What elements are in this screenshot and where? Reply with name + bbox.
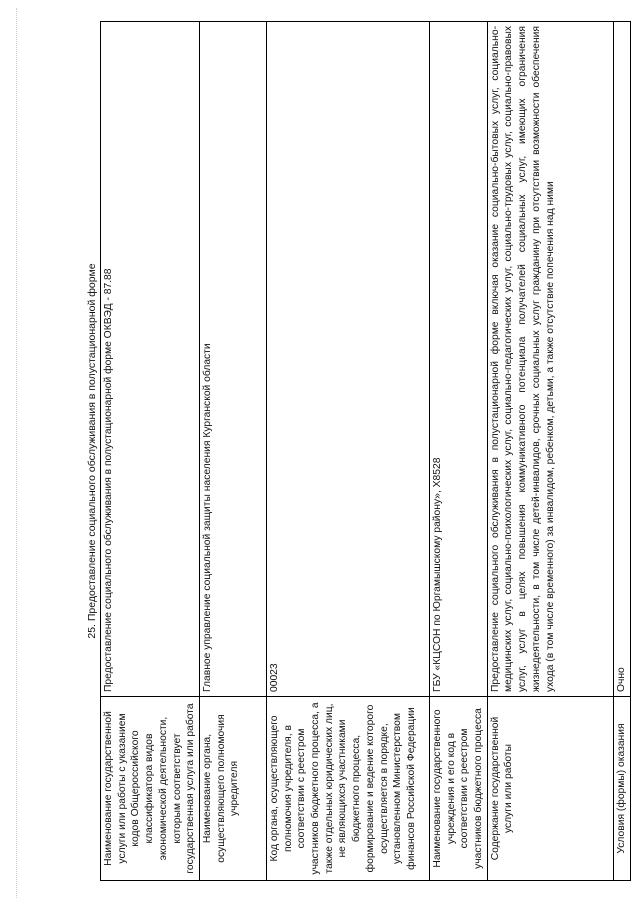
table-row-service-name	[101, 22, 200, 881]
founder-code-value: 00023	[266, 22, 429, 697]
table-row-conditions	[613, 22, 630, 881]
table-row-institution	[429, 22, 487, 881]
table-row-founder-authority	[199, 22, 266, 881]
section-title: 25. Предоставление социального обслуживания в полустационарной форме	[86, 263, 98, 639]
table-row-service-content	[487, 22, 613, 881]
founder-authority-label: Наименование органа, осуществляющего полномочия учредителя	[199, 697, 266, 881]
conditions-value: Очно	[613, 22, 630, 697]
institution-value: ГБУ «КЦСОН по Юргамышскому району», Х8528	[429, 22, 487, 697]
service-name-value: Предоставление социального обслуживания в полустационарной форме ОКВЭД - 87.88	[101, 22, 200, 697]
founder-code-label: Код органа, осуществляющего полномочия учредителя, в соответствии с реестром участников бюджетного процесса, а также отдельных юридических лиц, не являющихся участниками бюджетного процесса, формирование и ведение которого осуществляется в порядке, установленном Министерством финансов Российской Федерации	[266, 697, 429, 881]
service-table	[100, 21, 631, 881]
table-row-founder-code	[266, 22, 429, 881]
service-content-label: Содержание государственной услуги или работы	[487, 697, 613, 881]
conditions-label: Условия (формы) оказания	[613, 697, 630, 881]
service-name-label: Наименование государственной услуги или работы с указанием кодов Общероссийского классификатора видов экономической деятельности, которым соответствует государственная услуга или работа	[101, 697, 200, 881]
founder-authority-value: Главное управление социальной защиты населения Курганской области	[199, 22, 266, 697]
service-content-value: Предоставление социального обслуживания в полустационарной форме включая оказание социально-бытовых услуг, социально-медицинских услуг, социально-психологических услуг, социально-педагогических услуг, социально-трудовых услуг, социально-правовых услуг, услуг в целях повышения коммуникативного потенциала получателей социальных услуг, имеющих ограничения жизнедеятельности, в том числе детей-инвалидов, срочных социальных услуг гражданину при отсутствии возможности обеспечения ухода (в том числе временного) за инвалидом, ребенком, детьми, а также отсутствие попечения над ними	[487, 22, 613, 697]
institution-label: Наименование государственного учреждения и его код в соответствии с реестром участников бюджетного процесса	[429, 697, 487, 881]
